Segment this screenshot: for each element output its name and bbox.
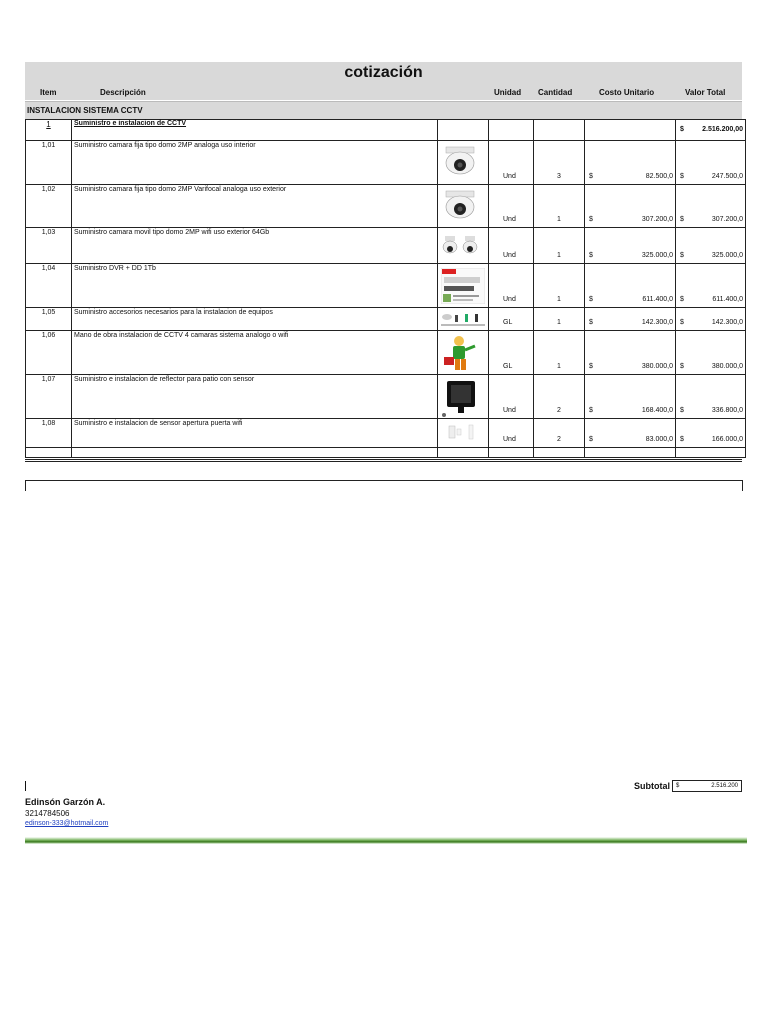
text-cursor <box>25 781 26 791</box>
row-total: $ 336.800,0 <box>676 375 746 419</box>
header-quantity: Cantidad <box>538 88 573 97</box>
row-description: Suministro camara fija tipo domo 2MP Varifocal analoga uso exterior <box>72 185 438 228</box>
table-row <box>26 308 746 331</box>
row-quantity: 2 <box>534 419 585 448</box>
row-item: 1,01 <box>26 141 72 185</box>
row-total: $ 247.500,0 <box>676 141 746 185</box>
row-image <box>438 375 489 419</box>
header-unit-cost: Costo Unitario <box>599 88 655 97</box>
row-unit-cost: $ 611.400,0 <box>585 264 676 308</box>
row-item: 1,03 <box>26 228 72 264</box>
row-unit: Und <box>489 419 534 448</box>
subtotal-label: Subtotal <box>634 781 670 791</box>
row-unit: Und <box>489 375 534 419</box>
row-quantity: 1 <box>534 308 585 331</box>
row-total: $ 325.000,0 <box>676 228 746 264</box>
row-quantity: 1 <box>534 264 585 308</box>
table-row <box>26 419 746 448</box>
empty-row <box>26 448 746 458</box>
row-image <box>438 228 489 264</box>
row-total: $ 307.200,0 <box>676 185 746 228</box>
floodlight-icon <box>441 379 481 421</box>
technician-icon <box>441 335 481 375</box>
row-unit: Und <box>489 228 534 264</box>
group-item: 1 <box>26 120 72 141</box>
dome-camera-icon <box>441 145 479 179</box>
row-unit: GL <box>489 331 534 375</box>
row-quantity: 1 <box>534 185 585 228</box>
row-image <box>438 331 489 375</box>
footer-green-rule <box>25 837 747 844</box>
row-item: 1,02 <box>26 185 72 228</box>
row-item: 1,04 <box>26 264 72 308</box>
group-description: Suministro e instalacion de CCTV <box>72 120 438 141</box>
ptz-camera-icon <box>441 232 481 258</box>
subtotal-value: $ 2.516.200 <box>672 780 742 792</box>
row-quantity: 1 <box>534 228 585 264</box>
row-item: 1,07 <box>26 375 72 419</box>
door-sensor-icon <box>441 423 481 443</box>
contact-phone: 3214784506 <box>25 809 70 818</box>
row-item: 1,06 <box>26 331 72 375</box>
table-row <box>26 228 746 264</box>
row-total: $ 166.000,0 <box>676 419 746 448</box>
table-row <box>26 331 746 375</box>
section-title: INSTALACION SISTEMA CCTV <box>25 101 742 119</box>
row-image <box>438 308 489 331</box>
row-unit-cost: $ 142.300,0 <box>585 308 676 331</box>
row-description: Mano de obra instalacion de CCTV 4 camaras sistema analogo o wifi <box>72 331 438 375</box>
row-image <box>438 185 489 228</box>
group-row <box>26 120 746 141</box>
row-item: 1,08 <box>26 419 72 448</box>
row-quantity: 2 <box>534 375 585 419</box>
header-description: Descripción <box>100 88 146 97</box>
accessories-icon <box>441 312 485 330</box>
row-total: $ 142.300,0 <box>676 308 746 331</box>
table-row <box>26 185 746 228</box>
row-total: $ 380.000,0 <box>676 331 746 375</box>
row-unit-cost: $ 380.000,0 <box>585 331 676 375</box>
table-row <box>26 141 746 185</box>
contact-name: Edinsón Garzón A. <box>25 797 106 807</box>
row-item: 1,05 <box>26 308 72 331</box>
row-unit-cost: $ 82.500,0 <box>585 141 676 185</box>
row-unit-cost: $ 168.400,0 <box>585 375 676 419</box>
row-image <box>438 419 489 448</box>
quote-sheet <box>25 62 742 462</box>
row-description: Suministro camara fija tipo domo 2MP analoga uso interior <box>72 141 438 185</box>
row-description: Suministro e instalacion de sensor apertura puerta wifi <box>72 419 438 448</box>
row-unit: Und <box>489 141 534 185</box>
header-unit: Unidad <box>494 88 522 97</box>
row-image <box>438 141 489 185</box>
row-description: Suministro e instalacion de reflector para patio con sensor <box>72 375 438 419</box>
row-quantity: 3 <box>534 141 585 185</box>
header-total: Valor Total <box>685 88 726 97</box>
row-unit-cost: $ 83.000,0 <box>585 419 676 448</box>
items-table <box>25 119 746 458</box>
table-bottom-rule <box>25 459 742 462</box>
dome-camera-icon <box>441 189 479 223</box>
row-quantity: 1 <box>534 331 585 375</box>
table-row <box>26 375 746 419</box>
row-image <box>438 264 489 308</box>
row-description: Suministro accesorios necesarios para la instalacion de equipos <box>72 308 438 331</box>
contact-email-link[interactable]: edinson-333@hotmail.com <box>25 820 109 827</box>
row-total: $ 611.400,0 <box>676 264 746 308</box>
row-unit-cost: $ 325.000,0 <box>585 228 676 264</box>
group-total: $ 2.516.200,00 <box>676 120 746 141</box>
row-description: Suministro DVR + DD 1Tb <box>72 264 438 308</box>
row-unit: GL <box>489 308 534 331</box>
notes-box <box>25 480 743 491</box>
table-row <box>26 264 746 308</box>
column-header-row <box>25 84 742 101</box>
quote-title: cotización <box>25 62 742 84</box>
row-unit: Und <box>489 185 534 228</box>
row-unit-cost: $ 307.200,0 <box>585 185 676 228</box>
row-description: Suministro camara movil tipo domo 2MP wifi uso exterior 64Gb <box>72 228 438 264</box>
row-unit: Und <box>489 264 534 308</box>
header-item: Item <box>40 88 57 97</box>
dvr-icon <box>441 268 485 306</box>
